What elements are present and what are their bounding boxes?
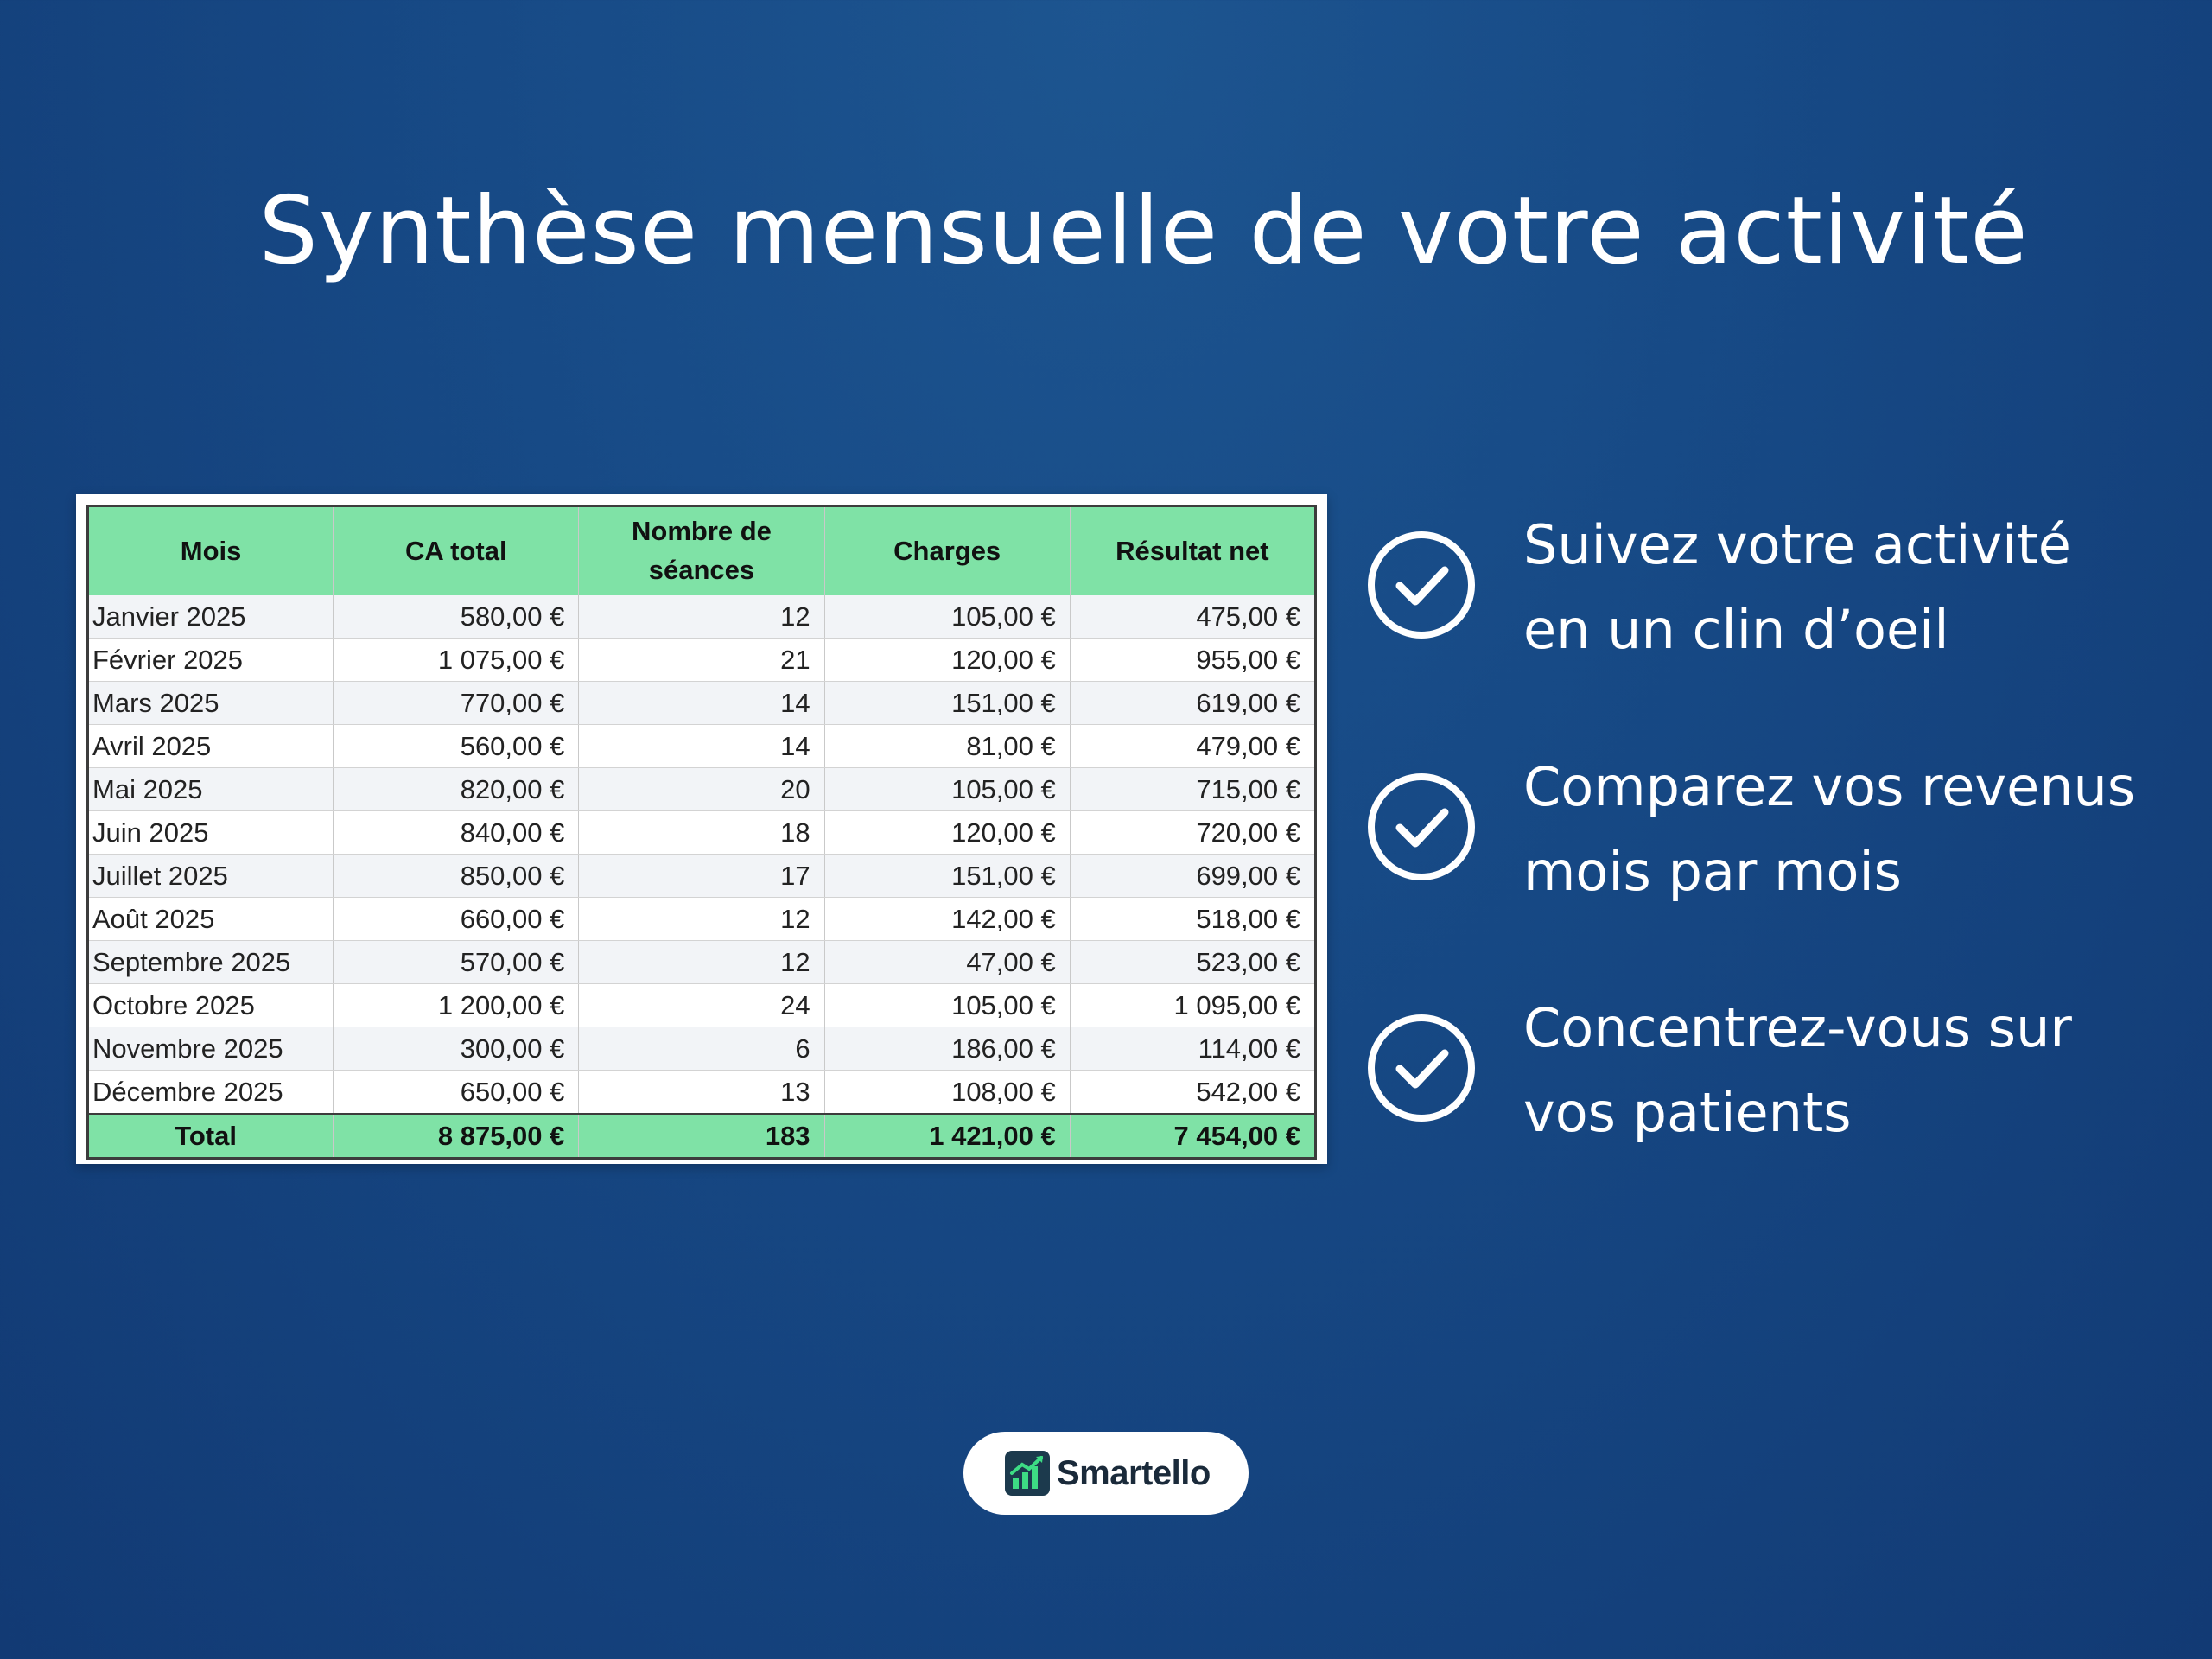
cell-ca-total: 300,00 € — [334, 1027, 579, 1071]
header-ca-total: CA total — [334, 506, 579, 596]
cell-charges: 186,00 € — [824, 1027, 1070, 1071]
cell-resultat-net: 479,00 € — [1070, 725, 1315, 768]
cell-charges: 105,00 € — [824, 984, 1070, 1027]
table-header-row — [88, 506, 1316, 596]
cell-mois: Février 2025 — [88, 639, 334, 682]
cell-ca-total: 820,00 € — [334, 768, 579, 811]
page-title: Synthèse mensuelle de votre activité — [258, 177, 2029, 285]
cell-seances: 24 — [579, 984, 824, 1027]
total-charges: 1 421,00 € — [824, 1114, 1070, 1159]
cell-seances: 12 — [579, 595, 824, 639]
cell-seances: 20 — [579, 768, 824, 811]
cell-ca-total: 560,00 € — [334, 725, 579, 768]
cell-resultat-net: 1 095,00 € — [1070, 984, 1315, 1027]
header-charges: Charges — [824, 506, 1070, 596]
feature-item-concentrez — [1365, 986, 2195, 1159]
cell-seances: 12 — [579, 898, 824, 941]
cell-mois: Mai 2025 — [88, 768, 334, 811]
cell-seances: 13 — [579, 1071, 824, 1115]
table-row — [88, 768, 1316, 811]
feature-item-suivez — [1365, 503, 2195, 676]
table-row — [88, 725, 1316, 768]
cell-seances: 17 — [579, 855, 824, 898]
cell-ca-total: 770,00 € — [334, 682, 579, 725]
cell-ca-total: 1 075,00 € — [334, 639, 579, 682]
table-row — [88, 855, 1316, 898]
brand-name: Smartello — [1057, 1454, 1211, 1492]
brand-badge — [963, 1432, 1249, 1515]
check-circle-icon — [1365, 529, 1478, 641]
cell-ca-total: 850,00 € — [334, 855, 579, 898]
table-row — [88, 639, 1316, 682]
header-nombre-seances: Nombre de séances — [579, 506, 824, 596]
cell-charges: 120,00 € — [824, 811, 1070, 855]
cell-seances: 6 — [579, 1027, 824, 1071]
cell-charges: 105,00 € — [824, 595, 1070, 639]
cell-mois: Décembre 2025 — [88, 1071, 334, 1115]
feature-text: Suivez votre activité en un clin d’oeil — [1523, 513, 2071, 661]
table-row — [88, 1027, 1316, 1071]
total-resultat: 7 454,00 € — [1070, 1114, 1315, 1159]
cell-resultat-net: 955,00 € — [1070, 639, 1315, 682]
cell-ca-total: 1 200,00 € — [334, 984, 579, 1027]
table-row — [88, 898, 1316, 941]
cell-seances: 14 — [579, 725, 824, 768]
cell-seances: 12 — [579, 941, 824, 984]
feature-text: Comparez vos revenus mois par mois — [1523, 755, 2136, 903]
cell-resultat-net: 518,00 € — [1070, 898, 1315, 941]
cell-charges: 142,00 € — [824, 898, 1070, 941]
feature-text: Concentrez-vous sur vos patients — [1523, 996, 2072, 1144]
table-row — [88, 682, 1316, 725]
table-row — [88, 941, 1316, 984]
cell-charges: 108,00 € — [824, 1071, 1070, 1115]
table-total-row — [88, 1114, 1316, 1159]
cell-resultat-net: 114,00 € — [1070, 1027, 1315, 1071]
table-row — [88, 1071, 1316, 1115]
cell-ca-total: 580,00 € — [334, 595, 579, 639]
total-label: Total — [88, 1114, 334, 1159]
cell-mois: Juillet 2025 — [88, 855, 334, 898]
cell-charges: 120,00 € — [824, 639, 1070, 682]
header-mois: Mois — [88, 506, 334, 596]
check-circle-icon — [1365, 1012, 1478, 1124]
cell-resultat-net: 720,00 € — [1070, 811, 1315, 855]
cell-ca-total: 650,00 € — [334, 1071, 579, 1115]
cell-resultat-net: 715,00 € — [1070, 768, 1315, 811]
check-circle-icon — [1365, 771, 1478, 883]
total-seances: 183 — [579, 1114, 824, 1159]
cell-seances: 18 — [579, 811, 824, 855]
feature-item-comparez — [1365, 745, 2195, 918]
cell-resultat-net: 523,00 € — [1070, 941, 1315, 984]
table-row — [88, 595, 1316, 639]
cell-charges: 105,00 € — [824, 768, 1070, 811]
cell-mois: Janvier 2025 — [88, 595, 334, 639]
cell-resultat-net: 619,00 € — [1070, 682, 1315, 725]
table-row — [88, 811, 1316, 855]
activity-table — [86, 505, 1317, 1160]
cell-seances: 21 — [579, 639, 824, 682]
spreadsheet-panel — [76, 494, 1327, 1164]
cell-mois: Novembre 2025 — [88, 1027, 334, 1071]
cell-mois: Mars 2025 — [88, 682, 334, 725]
header-resultat-net: Résultat net — [1070, 506, 1315, 596]
cell-seances: 14 — [579, 682, 824, 725]
cell-charges: 151,00 € — [824, 855, 1070, 898]
cell-mois: Juin 2025 — [88, 811, 334, 855]
cell-mois: Avril 2025 — [88, 725, 334, 768]
cell-resultat-net: 699,00 € — [1070, 855, 1315, 898]
cell-ca-total: 660,00 € — [334, 898, 579, 941]
cell-ca-total: 570,00 € — [334, 941, 579, 984]
cell-charges: 47,00 € — [824, 941, 1070, 984]
cell-charges: 81,00 € — [824, 725, 1070, 768]
cell-mois: Septembre 2025 — [88, 941, 334, 984]
bar-chart-logo-icon — [1005, 1451, 1050, 1496]
cell-mois: Août 2025 — [88, 898, 334, 941]
total-ca: 8 875,00 € — [334, 1114, 579, 1159]
cell-mois: Octobre 2025 — [88, 984, 334, 1027]
table-row — [88, 984, 1316, 1027]
cell-resultat-net: 475,00 € — [1070, 595, 1315, 639]
cell-ca-total: 840,00 € — [334, 811, 579, 855]
cell-resultat-net: 542,00 € — [1070, 1071, 1315, 1115]
cell-charges: 151,00 € — [824, 682, 1070, 725]
